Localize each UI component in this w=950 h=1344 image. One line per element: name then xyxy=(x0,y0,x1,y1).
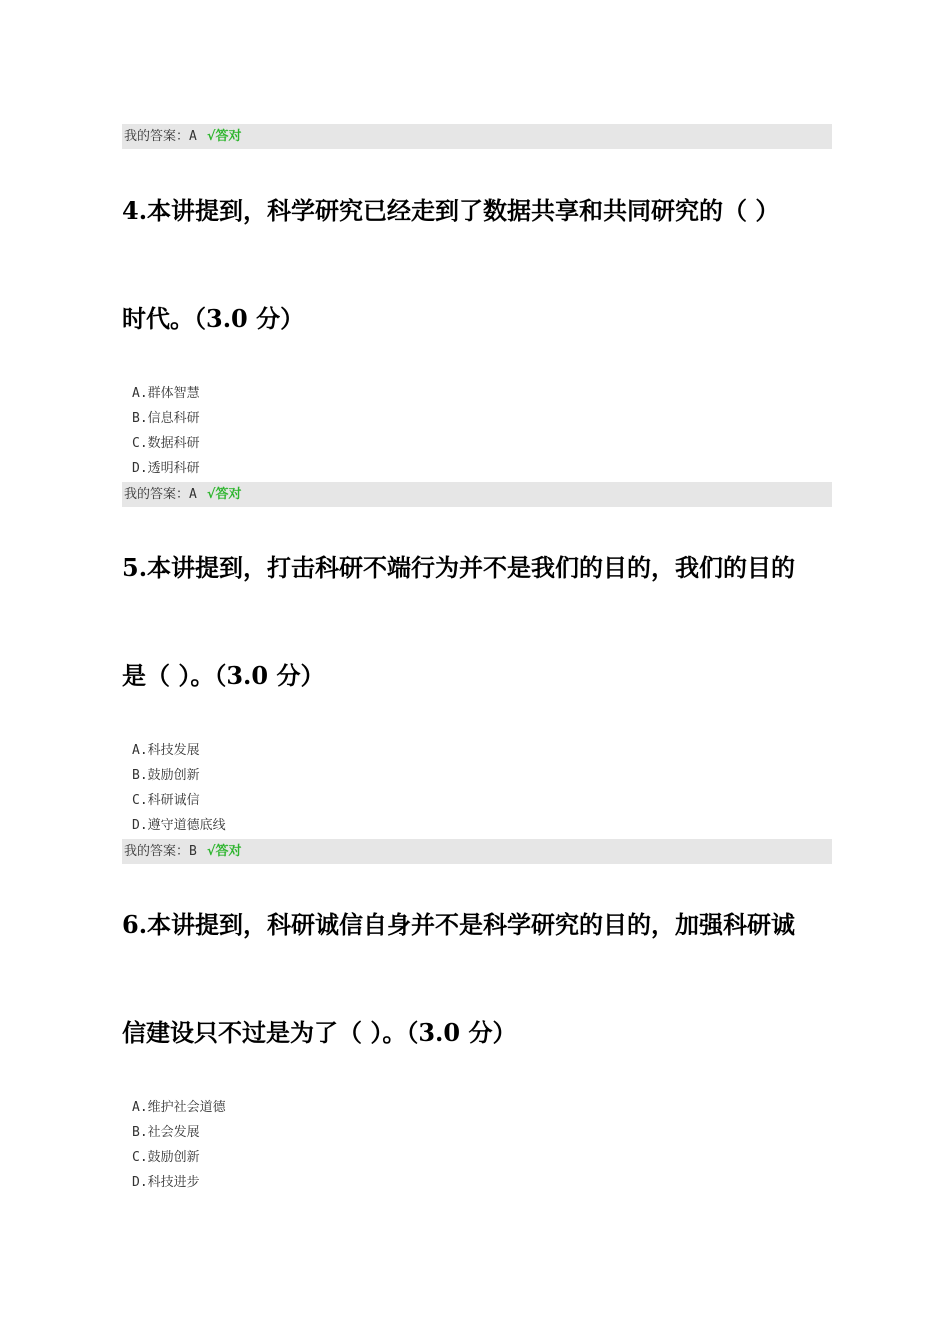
question-6-option-c[interactable]: C.鼓励创新 xyxy=(132,1150,200,1165)
answer-bar-q3 xyxy=(122,124,832,149)
question-5-option-d[interactable]: D.遵守道德底线 xyxy=(132,818,226,833)
question-6-option-d[interactable]: D.科技进步 xyxy=(132,1175,200,1190)
question-4-option-a[interactable]: A.群体智慧 xyxy=(132,386,200,401)
question-5-option-b[interactable]: B.鼓励创新 xyxy=(132,768,200,783)
answer-value: B xyxy=(189,844,197,859)
correct-badge: √答对 xyxy=(206,844,242,859)
answer-value: A xyxy=(189,487,197,502)
correct-badge: √答对 xyxy=(206,129,242,144)
question-4-option-c[interactable]: C.数据科研 xyxy=(132,436,200,451)
question-4-title-line1: 4.本讲提到，科学研究已经走到了数据共享和共同研究的（ ） xyxy=(122,196,780,225)
question-6-option-a[interactable]: A.维护社会道德 xyxy=(132,1100,226,1115)
question-6-title-line2: 信建设只不过是为了（ ）。（3.0 分） xyxy=(122,1018,517,1047)
answer-label: 我的答案： xyxy=(124,844,190,859)
question-6-title-line1: 6.本讲提到，科研诚信自身并不是科学研究的目的，加强科研诚 xyxy=(122,910,796,939)
question-4-option-b[interactable]: B.信息科研 xyxy=(132,411,200,426)
question-5-title-line2: 是（ ）。（3.0 分） xyxy=(122,661,325,690)
answer-value: A xyxy=(189,129,197,144)
answer-bar-q4 xyxy=(122,482,832,507)
question-4-option-d[interactable]: D.透明科研 xyxy=(132,461,200,476)
answer-label: 我的答案： xyxy=(124,487,190,502)
question-4-title-line2: 时代。（3.0 分） xyxy=(122,304,305,333)
question-5-option-a[interactable]: A.科技发展 xyxy=(132,743,200,758)
answer-label: 我的答案： xyxy=(124,129,190,144)
answer-bar-q5 xyxy=(122,839,832,864)
question-6-option-b[interactable]: B.社会发展 xyxy=(132,1125,200,1140)
question-5-title-line1: 5.本讲提到，打击科研不端行为并不是我们的目的，我们的目的 xyxy=(122,553,796,582)
correct-badge: √答对 xyxy=(206,487,242,502)
question-5-option-c[interactable]: C.科研诚信 xyxy=(132,793,200,808)
